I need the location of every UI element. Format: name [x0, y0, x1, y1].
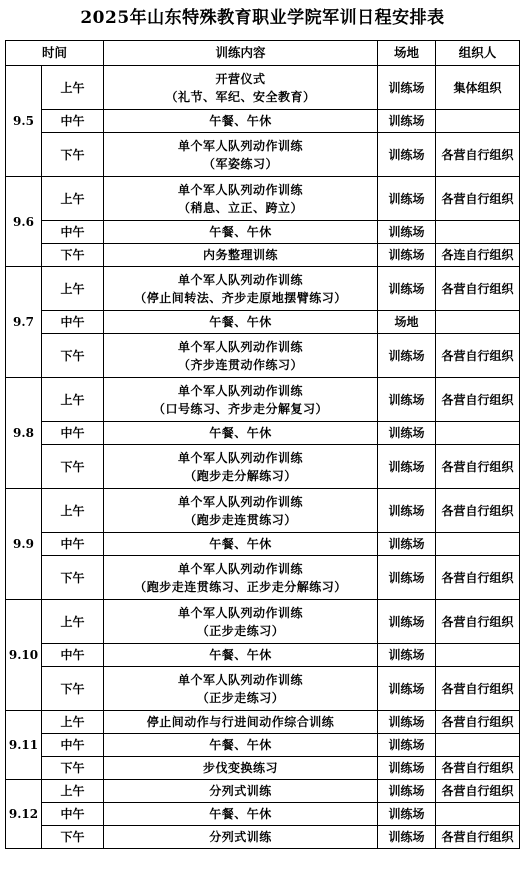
table-row	[6, 267, 520, 311]
content-line: 分列式训练	[209, 830, 272, 844]
period-cell: 上午	[42, 177, 104, 221]
period-cell: 下午	[42, 757, 104, 780]
location-cell: 场地	[378, 311, 436, 334]
organizer-cell	[436, 644, 520, 667]
location-cell: 训练场	[378, 757, 436, 780]
content-line: （正步走练习）	[196, 690, 285, 705]
location-cell: 训练场	[378, 177, 436, 221]
content-cell	[104, 334, 378, 378]
location-cell: 训练场	[378, 489, 436, 533]
content-line: 步伐变换练习	[203, 761, 279, 775]
content-cell	[104, 667, 378, 711]
content-line: （跑步走连贯练习、正步走分解练习）	[134, 579, 347, 594]
period-cell: 中午	[42, 422, 104, 445]
location-cell: 训练场	[378, 334, 436, 378]
table-row	[6, 600, 520, 644]
table-row	[6, 66, 520, 110]
organizer-cell: 各营自行组织	[436, 177, 520, 221]
period-cell: 中午	[42, 644, 104, 667]
organizer-cell: 各营自行组织	[436, 378, 520, 422]
content-cell	[104, 267, 378, 311]
table-row	[6, 734, 520, 757]
date-cell: 9.7	[6, 267, 42, 378]
location-cell: 训练场	[378, 826, 436, 849]
page-title: 2025年山东特殊教育职业学院军训日程安排表	[80, 8, 445, 28]
period-cell: 中午	[42, 221, 104, 244]
header-time: 时间	[6, 41, 104, 66]
table-row	[6, 556, 520, 600]
table-row	[6, 667, 520, 711]
location-cell: 训练场	[378, 600, 436, 644]
table-row	[6, 422, 520, 445]
content-line: （礼节、军纪、安全教育）	[165, 89, 316, 104]
organizer-cell: 各营自行组织	[436, 445, 520, 489]
content-cell	[104, 600, 378, 644]
period-cell: 下午	[42, 334, 104, 378]
organizer-cell: 各营自行组织	[436, 489, 520, 533]
period-cell: 上午	[42, 66, 104, 110]
content-cell	[104, 734, 378, 757]
period-cell: 上午	[42, 267, 104, 311]
location-cell: 训练场	[378, 711, 436, 734]
period-cell: 中午	[42, 311, 104, 334]
table-row	[6, 803, 520, 826]
location-cell: 训练场	[378, 378, 436, 422]
content-line: （跑步走连贯练习）	[184, 512, 297, 527]
content-line: 单个军人队列动作训练	[178, 339, 304, 354]
period-cell: 下午	[42, 445, 104, 489]
content-line: 午餐、午休	[209, 537, 272, 551]
table-row	[6, 110, 520, 133]
content-line: 单个军人队列动作训练	[178, 450, 304, 465]
period-cell: 上午	[42, 711, 104, 734]
content-line: 单个军人队列动作训练	[178, 272, 304, 287]
content-line: 单个军人队列动作训练	[178, 383, 304, 398]
location-cell: 训练场	[378, 780, 436, 803]
period-cell: 下午	[42, 556, 104, 600]
content-line: 单个军人队列动作训练	[178, 672, 304, 687]
organizer-cell	[436, 221, 520, 244]
content-line: 午餐、午休	[209, 114, 272, 128]
organizer-cell	[436, 533, 520, 556]
location-cell: 训练场	[378, 556, 436, 600]
content-line: 单个军人队列动作训练	[178, 605, 304, 620]
organizer-cell	[436, 311, 520, 334]
content-cell	[104, 445, 378, 489]
content-line: （跑步走分解练习）	[184, 468, 297, 483]
content-line: 停止间动作与行进间动作综合训练	[146, 715, 335, 729]
content-cell	[104, 780, 378, 803]
period-cell: 上午	[42, 378, 104, 422]
location-cell: 训练场	[378, 422, 436, 445]
date-cell: 9.8	[6, 378, 42, 489]
period-cell: 中午	[42, 533, 104, 556]
period-cell: 下午	[42, 826, 104, 849]
location-cell: 训练场	[378, 734, 436, 757]
date-cell: 9.6	[6, 177, 42, 267]
content-cell	[104, 311, 378, 334]
content-cell	[104, 422, 378, 445]
location-cell: 训练场	[378, 221, 436, 244]
table-row	[6, 334, 520, 378]
date-cell: 9.12	[6, 780, 42, 849]
organizer-cell: 各营自行组织	[436, 826, 520, 849]
organizer-cell	[436, 734, 520, 757]
location-cell: 训练场	[378, 244, 436, 267]
header-location: 场地	[378, 41, 436, 66]
content-line: 单个军人队列动作训练	[178, 138, 304, 153]
period-cell: 中午	[42, 110, 104, 133]
organizer-cell	[436, 422, 520, 445]
table-row	[6, 177, 520, 221]
organizer-cell: 各营自行组织	[436, 667, 520, 711]
table-row	[6, 780, 520, 803]
period-cell: 上午	[42, 489, 104, 533]
content-cell	[104, 378, 378, 422]
content-line: 分列式训练	[209, 784, 272, 798]
schedule-body	[6, 66, 520, 849]
content-line: （正步走练习）	[196, 623, 285, 638]
content-line: （口号练习、齐步走分解复习）	[153, 401, 329, 416]
organizer-cell: 各营自行组织	[436, 267, 520, 311]
table-row	[6, 378, 520, 422]
period-cell: 上午	[42, 600, 104, 644]
table-row	[6, 489, 520, 533]
content-cell	[104, 177, 378, 221]
content-line: 单个军人队列动作训练	[178, 561, 304, 576]
period-cell: 中午	[42, 803, 104, 826]
period-cell: 下午	[42, 133, 104, 177]
organizer-cell: 各营自行组织	[436, 600, 520, 644]
period-cell: 下午	[42, 667, 104, 711]
content-line: 午餐、午休	[209, 426, 272, 440]
header-content: 训练内容	[104, 41, 378, 66]
date-cell: 9.9	[6, 489, 42, 600]
organizer-cell: 各营自行组织	[436, 757, 520, 780]
content-line: 午餐、午休	[209, 807, 272, 821]
content-line: （军姿练习）	[203, 156, 279, 171]
table-row	[6, 826, 520, 849]
schedule-table	[5, 40, 520, 849]
content-cell	[104, 711, 378, 734]
location-cell: 训练场	[378, 644, 436, 667]
location-cell: 训练场	[378, 66, 436, 110]
location-cell: 训练场	[378, 110, 436, 133]
table-row	[6, 644, 520, 667]
content-line: 午餐、午休	[209, 225, 272, 239]
header-row	[6, 41, 520, 66]
date-cell: 9.11	[6, 711, 42, 780]
location-cell: 训练场	[378, 445, 436, 489]
organizer-cell	[436, 110, 520, 133]
table-row	[6, 244, 520, 267]
content-cell	[104, 221, 378, 244]
content-cell	[104, 757, 378, 780]
organizer-cell: 集体组织	[436, 66, 520, 110]
header-organizer: 组织人	[436, 41, 520, 66]
organizer-cell: 各营自行组织	[436, 780, 520, 803]
content-cell	[104, 533, 378, 556]
content-line: 开营仪式	[215, 71, 266, 86]
content-cell	[104, 110, 378, 133]
content-line: （稍息、立正、跨立）	[178, 200, 304, 215]
organizer-cell: 各营自行组织	[436, 556, 520, 600]
organizer-cell: 各营自行组织	[436, 133, 520, 177]
content-cell	[104, 826, 378, 849]
period-cell: 上午	[42, 780, 104, 803]
date-cell: 9.10	[6, 600, 42, 711]
table-row	[6, 757, 520, 780]
location-cell: 训练场	[378, 267, 436, 311]
organizer-cell: 各连自行组织	[436, 244, 520, 267]
content-line: 午餐、午休	[209, 738, 272, 752]
content-cell	[104, 803, 378, 826]
table-row	[6, 445, 520, 489]
content-line: （停止间转法、齐步走原地摆臂练习）	[134, 290, 347, 305]
content-line: 午餐、午休	[209, 315, 272, 329]
table-row	[6, 133, 520, 177]
location-cell: 训练场	[378, 133, 436, 177]
content-line: 单个军人队列动作训练	[178, 494, 304, 509]
content-line: 午餐、午休	[209, 648, 272, 662]
location-cell: 训练场	[378, 667, 436, 711]
organizer-cell	[436, 803, 520, 826]
location-cell: 训练场	[378, 803, 436, 826]
content-line: 单个军人队列动作训练	[178, 182, 304, 197]
content-cell	[104, 644, 378, 667]
content-cell	[104, 133, 378, 177]
date-cell: 9.5	[6, 66, 42, 177]
location-cell: 训练场	[378, 533, 436, 556]
content-cell	[104, 66, 378, 110]
table-row	[6, 533, 520, 556]
organizer-cell: 各营自行组织	[436, 711, 520, 734]
period-cell: 中午	[42, 734, 104, 757]
table-row	[6, 311, 520, 334]
content-line: 内务整理训练	[203, 248, 279, 262]
content-cell	[104, 489, 378, 533]
content-cell	[104, 556, 378, 600]
table-row	[6, 221, 520, 244]
organizer-cell: 各营自行组织	[436, 334, 520, 378]
content-line: （齐步连贯动作练习）	[178, 357, 304, 372]
content-cell	[104, 244, 378, 267]
table-row	[6, 711, 520, 734]
period-cell: 下午	[42, 244, 104, 267]
